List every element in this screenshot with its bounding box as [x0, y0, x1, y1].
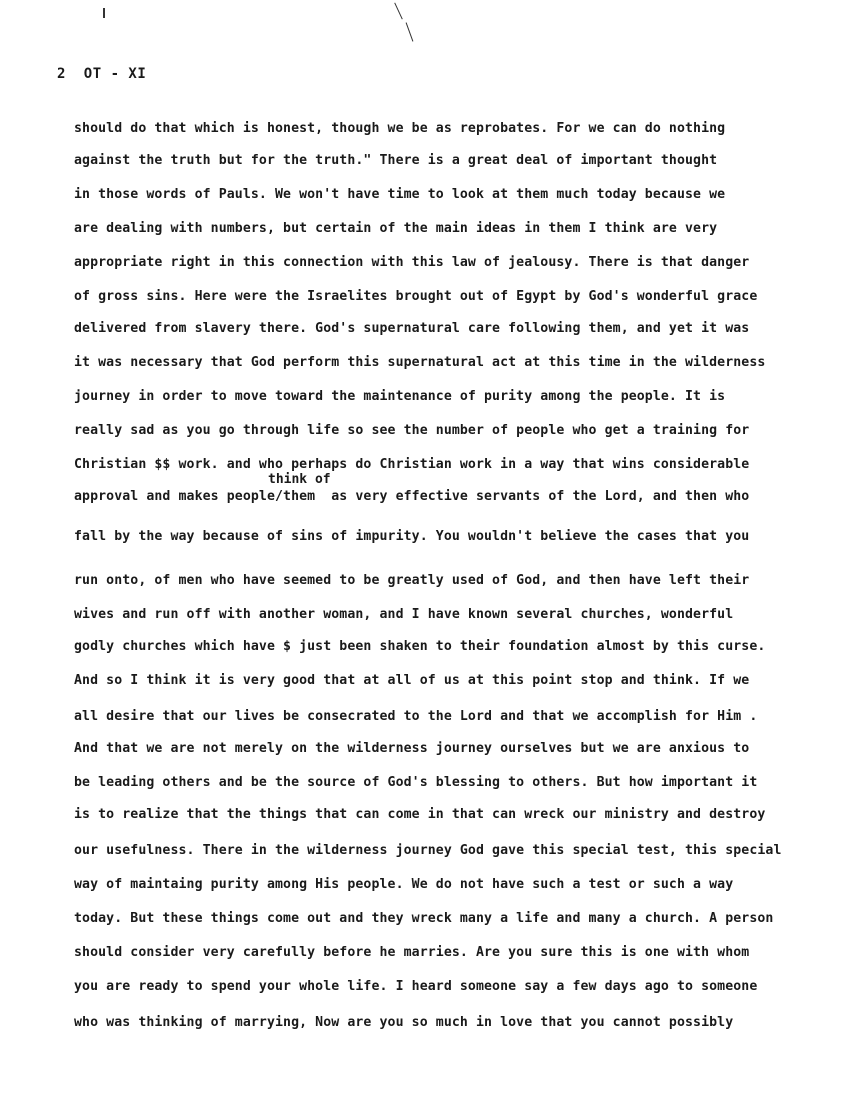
- text-line: you are ready to spend your whole life. I heard someone say a few days ago to someone: [74, 979, 758, 994]
- handwritten-insertion: think of: [268, 472, 331, 487]
- text-line: our usefulness. There in the wilderness journey God gave this special test, this special: [74, 843, 782, 858]
- text-line: Christian $$ work. and who perhaps do Christian work in a way that wins considerable: [74, 457, 750, 472]
- text-line: today. But these things come out and they wreck many a life and many a church. A person: [74, 911, 774, 926]
- text-line: delivered from slavery there. God's supernatural care following them, and yet it was: [74, 321, 750, 336]
- text-line: fall by the way because of sins of impurity. You wouldn't believe the cases that you: [74, 529, 750, 544]
- text-line: And that we are not merely on the wilderness journey ourselves but we are anxious to: [74, 741, 750, 756]
- scan-mark: [394, 3, 403, 20]
- text-line: should do that which is honest, though we be as reprobates. For we can do nothing: [74, 121, 726, 136]
- scan-mark: [406, 22, 414, 41]
- text-line: way of maintaing purity among His people. We do not have such a test or such a way: [74, 877, 734, 892]
- text-line: of gross sins. Here were the Israelites brought out of Egypt by God's wonderful grace: [74, 289, 758, 304]
- text-line: godly churches which have $ just been shaken to their foundation almost by this curse.: [74, 639, 766, 654]
- text-line: who was thinking of marrying, Now are you so much in love that you cannot possibly: [74, 1015, 734, 1030]
- scan-mark: [103, 8, 105, 18]
- text-line: really sad as you go through life so see the number of people who get a training for: [74, 423, 750, 438]
- text-line: And so I think it is very good that at all of us at this point stop and think. If we: [74, 673, 750, 688]
- text-line: journey in order to move toward the maintenance of purity among the people. It is: [74, 389, 726, 404]
- text-line: is to realize that the things that can come in that can wreck our ministry and destroy: [74, 807, 766, 822]
- text-line: appropriate right in this connection with this law of jealousy. There is that danger: [74, 255, 750, 270]
- text-line: in those words of Pauls. We won't have time to look at them much today because we: [74, 187, 726, 202]
- text-line: be leading others and be the source of God's blessing to others. But how important it: [74, 775, 758, 790]
- text-line: it was necessary that God perform this supernatural act at this time in the wilderness: [74, 355, 766, 370]
- text-line: run onto, of men who have seemed to be greatly used of God, and then have left their: [74, 573, 750, 588]
- text-line: are dealing with numbers, but certain of the main ideas in them I think are very: [74, 221, 718, 236]
- text-line: against the truth but for the truth." There is a great deal of important thought: [74, 153, 718, 168]
- text-line: all desire that our lives be consecrated to the Lord and that we accomplish for Him .: [74, 709, 758, 724]
- page-reference: 2 OT - XI: [57, 66, 147, 82]
- text-line: approval and makes people/them as very effective servants of the Lord, and then who: [74, 489, 750, 504]
- text-line: wives and run off with another woman, and I have known several churches, wonderful: [74, 607, 734, 622]
- text-line: should consider very carefully before he marries. Are you sure this is one with whom: [74, 945, 750, 960]
